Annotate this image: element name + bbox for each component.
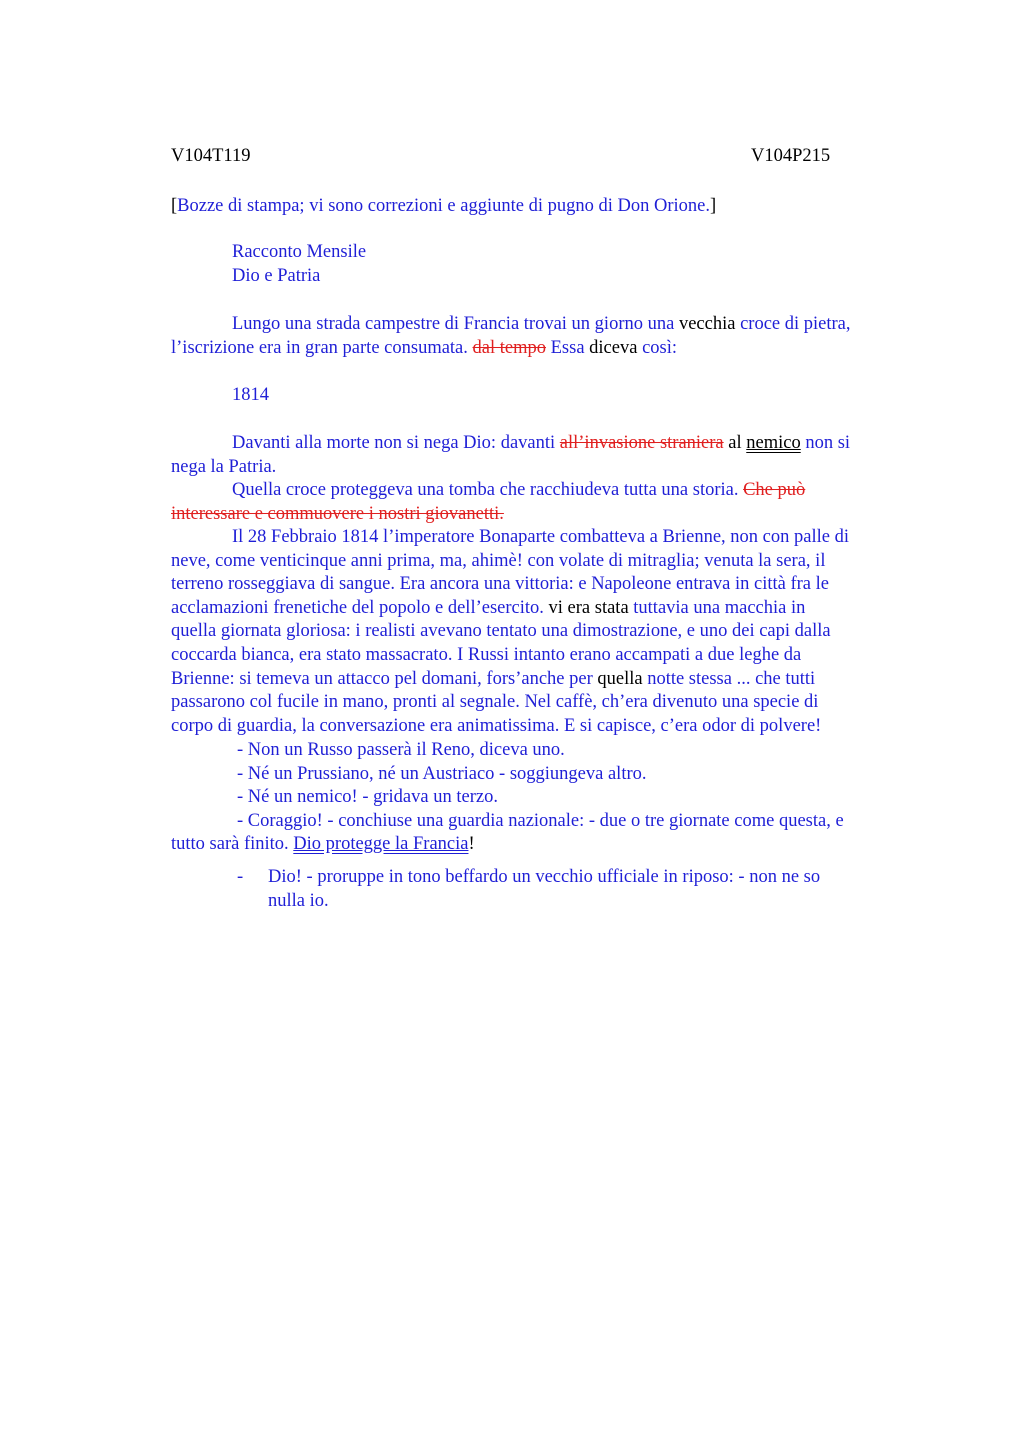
dialogue-line-5 xyxy=(268,866,923,913)
para3-deleted-text-1: Che può xyxy=(743,480,806,500)
para3-text-a: Quella croce proteggeva una tomba che racchiudeva tutta una storia. xyxy=(232,480,744,500)
para2-text-c: al xyxy=(723,433,747,453)
para2-deleted-text: all’invasione straniera xyxy=(559,433,724,453)
para4-line-9: corpo di guardia, la conversazione era animatissima. E si capisce, c’era odor di polvere! xyxy=(171,715,822,736)
dialogue-line-4: - Coraggio! - conchiuse una guardia nazionale: - due o tre giornate come questa, e xyxy=(237,810,844,831)
dialogue-line-5-b: nulla io. xyxy=(268,890,329,911)
dialogue xyxy=(171,739,923,857)
para2-underlined-word: nemico xyxy=(746,433,801,453)
para1-text-a: Lungo una strada campestre di Francia trovai un giorno una xyxy=(232,314,675,334)
para4-line-4-a: acclamazioni frenetiche del popolo e dell’esercito. xyxy=(171,597,549,618)
document-code-left: V104T119 xyxy=(171,146,251,166)
para1-deleted-text: dal tempo xyxy=(472,337,546,358)
paragraph-motto xyxy=(171,432,923,479)
para4-line-3: terreno rosseggiava di sangue. Era ancora una vittoria: e Napoleone entrava in città fra le xyxy=(171,574,829,595)
dialogue-line-4-cont xyxy=(171,833,923,857)
heading-line-1: Racconto Mensile xyxy=(232,242,367,262)
note-text: Bozze di stampa; vi sono correzioni e aggiunte di pugno di Don Orione. xyxy=(177,196,710,216)
para4-line-1: Il 28 Febbraio 1814 l’imperatore Bonaparte combatteva a Brienne, non con palle di xyxy=(232,527,849,547)
para4-line-7 xyxy=(171,668,923,692)
document-code-right: V104P215 xyxy=(751,146,831,166)
editorial-note xyxy=(171,195,923,219)
para4-line-6: coccarda bianca, era stato massacrato. I Russi intanto erano accampati a due leghe da xyxy=(171,644,802,665)
paragraph-brienne xyxy=(171,526,923,738)
para1-text-h: così: xyxy=(637,337,678,358)
year-heading: 1814 xyxy=(232,385,269,405)
story-heading xyxy=(232,241,832,288)
dialogue-final-item xyxy=(171,866,923,913)
dialogue-line-5-a: Dio! - proruppe in tono beffardo un vecchio ufficiale in riposo: - non ne so xyxy=(268,867,821,887)
para4-line-5: quella giornata gloriosa: i realisti avevano tentato una dimostrazione, e uno dei capi dalla xyxy=(171,621,831,642)
note-open-bracket: [ xyxy=(171,196,178,216)
para1-text-d: l’iscrizione era in gran parte consumata. xyxy=(171,337,473,358)
para4-line-8: passarono col fucile in mano, pronti al segnale. Nel caffè, ch’era divenuto una specie di xyxy=(171,692,819,713)
para4-line-7-c: notte stessa ... che tutti xyxy=(642,668,816,689)
para4-line-2: neve, come venticinque anni prima, ma, ahimè! con volate di mitraglia; venuta la sera, il xyxy=(171,550,826,571)
para1-text-f: Essa xyxy=(546,337,590,358)
heading-line-2: Dio e Patria xyxy=(232,265,321,286)
dialogue-line-2: - Né un Prussiano, né un Austriaco - soggiungeva altro. xyxy=(237,763,647,784)
para2-text-f: nega la Patria. xyxy=(171,456,277,477)
para2-text-a: Davanti alla morte non si nega Dio: davanti xyxy=(232,433,560,453)
dialogue-line-4-b: tutto sarà finito. xyxy=(171,834,294,855)
para1-text-b: vecchia xyxy=(674,314,741,334)
paragraph-tomb xyxy=(171,479,923,526)
para2-text-e: non si xyxy=(800,433,851,453)
para1-text-c: croce di pietra, xyxy=(740,314,851,334)
list-dash: - xyxy=(237,867,244,887)
dialogue-line-1: - Non un Russo passerà il Reno, diceva uno. xyxy=(237,740,565,760)
note-close-bracket: ] xyxy=(709,196,717,216)
para1-text-g: diceva xyxy=(589,337,638,358)
para4-line-7-a: Brienne: si temeva un attacco pel domani, fors’anche per xyxy=(171,668,598,689)
para4-line-4 xyxy=(171,597,923,621)
dialogue-exclamation: ! xyxy=(468,834,475,855)
para3-deleted-text-2: interessare e commuovere i nostri giovanetti. xyxy=(171,503,504,524)
para4-line-7-b: quella xyxy=(597,668,643,689)
para4-line-4-b: vi era stata xyxy=(548,597,629,618)
paragraph-intro xyxy=(171,313,923,360)
dialogue-underlined-phrase: Dio protegge la Francia xyxy=(293,834,469,855)
dialogue-line-3: - Né un nemico! - gridava un terzo. xyxy=(237,787,498,808)
para4-line-4-c: tuttavia una macchia in xyxy=(628,597,806,618)
